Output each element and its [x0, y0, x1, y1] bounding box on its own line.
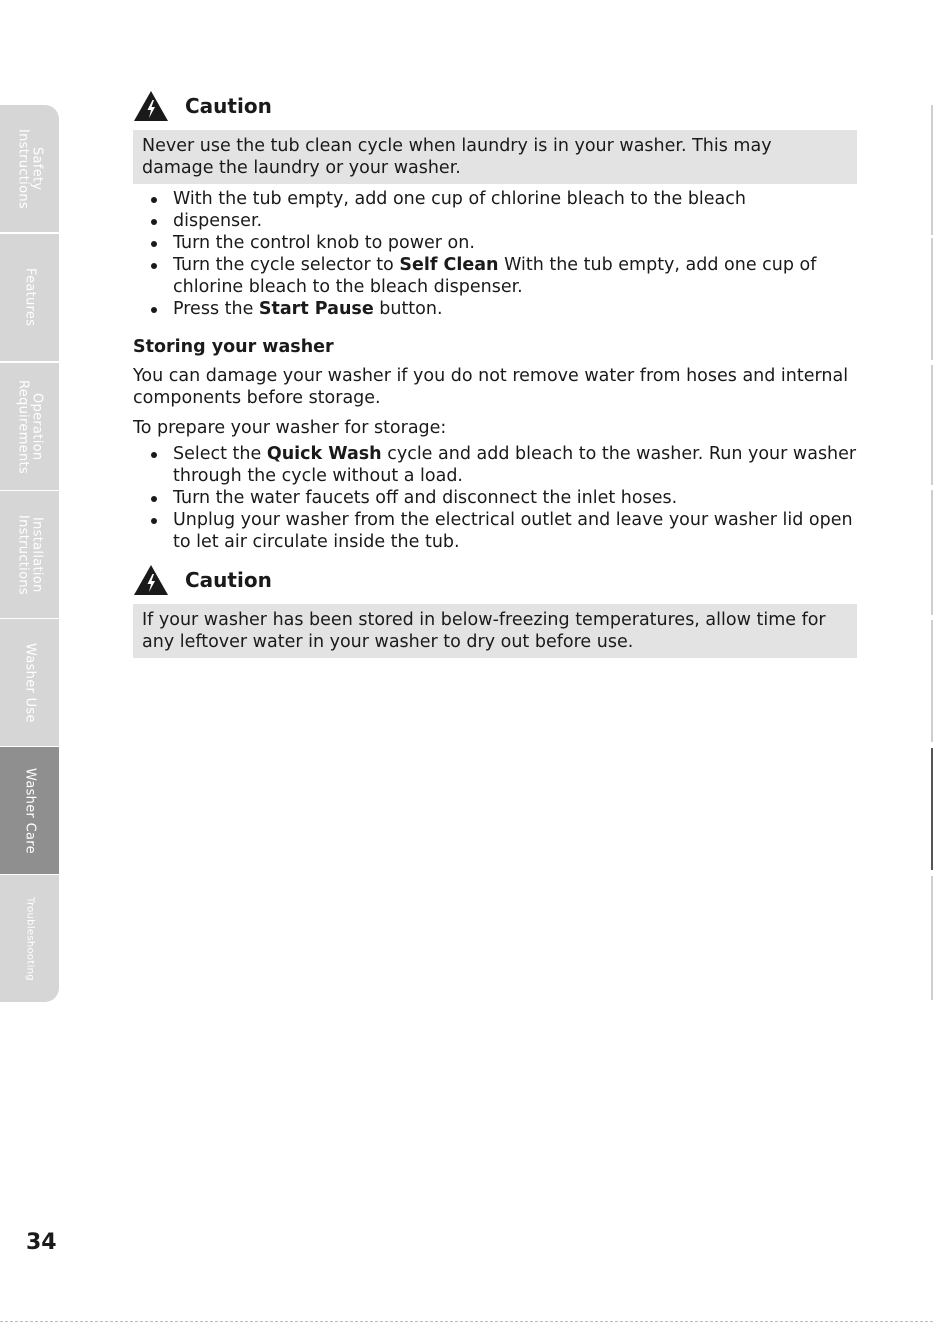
tab-installation-instructions[interactable] — [0, 491, 59, 618]
page-bottom-border — [0, 1321, 933, 1322]
page-content — [133, 88, 857, 658]
caution-heading — [133, 562, 857, 598]
tab-safety-instructions[interactable] — [0, 105, 59, 232]
tab-label: Safety Instructions — [15, 128, 45, 209]
page-number: 34 — [26, 1230, 57, 1255]
tab-washer-use[interactable] — [0, 619, 59, 746]
section-heading: Storing your washer — [133, 337, 334, 357]
caution-title: Caution — [185, 568, 272, 592]
list-item — [151, 298, 857, 320]
tab-label: Washer Use — [22, 642, 38, 723]
tab-label: Installation Instructions — [15, 514, 45, 595]
list-item: Turn the control knob to power on. — [151, 232, 857, 254]
caution-box: Never use the tub clean cycle when laundry is in your washer. This may damage the laundry or your washer. — [133, 130, 857, 184]
tab-features[interactable] — [0, 234, 59, 361]
list-item: With the tub empty, add one cup of chlorine bleach to the bleach — [151, 188, 857, 210]
list-item: dispenser. — [151, 210, 857, 232]
step-text: Select the — [173, 444, 267, 464]
tub-clean-steps — [133, 188, 857, 320]
step-text: Turn the cycle selector to — [173, 255, 400, 275]
list-item: Unplug your washer from the electrical outlet and leave your washer lid open to let air circulate inside the tub. — [151, 509, 857, 553]
list-item: Turn the water faucets off and disconnect the inlet hoses. — [151, 487, 857, 509]
step-text: With the tub empty, add one cup of chlorine bleach to the bleach dispenser. — [173, 255, 817, 297]
paragraph: To prepare your washer for storage: — [133, 418, 447, 438]
step-text: Press the — [173, 299, 259, 319]
caution-title: Caution — [185, 94, 272, 118]
tab-washer-care[interactable] — [0, 747, 59, 874]
list-item — [151, 443, 857, 487]
tab-label: Operation Requirements — [15, 379, 45, 474]
tab-label: Washer Care — [22, 767, 38, 854]
list-item — [151, 254, 857, 298]
paragraph: You can damage your washer if you do not remove water from hoses and internal components before storage. — [133, 366, 849, 408]
step-text: cycle and add bleach to the washer. Run your washer through the cycle without a load. — [173, 444, 857, 486]
button-name: Start Pause — [258, 299, 374, 319]
electrical-warning-icon — [133, 564, 169, 596]
caution-heading — [133, 88, 857, 124]
cycle-name: Self Clean — [399, 255, 499, 275]
tab-operation-requirements[interactable] — [0, 363, 59, 490]
tab-label: Troubleshooting — [24, 896, 36, 981]
step-text: button. — [373, 299, 443, 319]
tab-label: Features — [22, 268, 38, 327]
storage-steps — [133, 443, 857, 553]
electrical-warning-icon — [133, 90, 169, 122]
tab-troubleshooting[interactable] — [0, 875, 59, 1002]
cycle-name: Quick Wash — [266, 444, 382, 464]
caution-box: If your washer has been stored in below-freezing temperatures, allow time for any leftover water in your washer to dry out before use. — [133, 604, 857, 658]
